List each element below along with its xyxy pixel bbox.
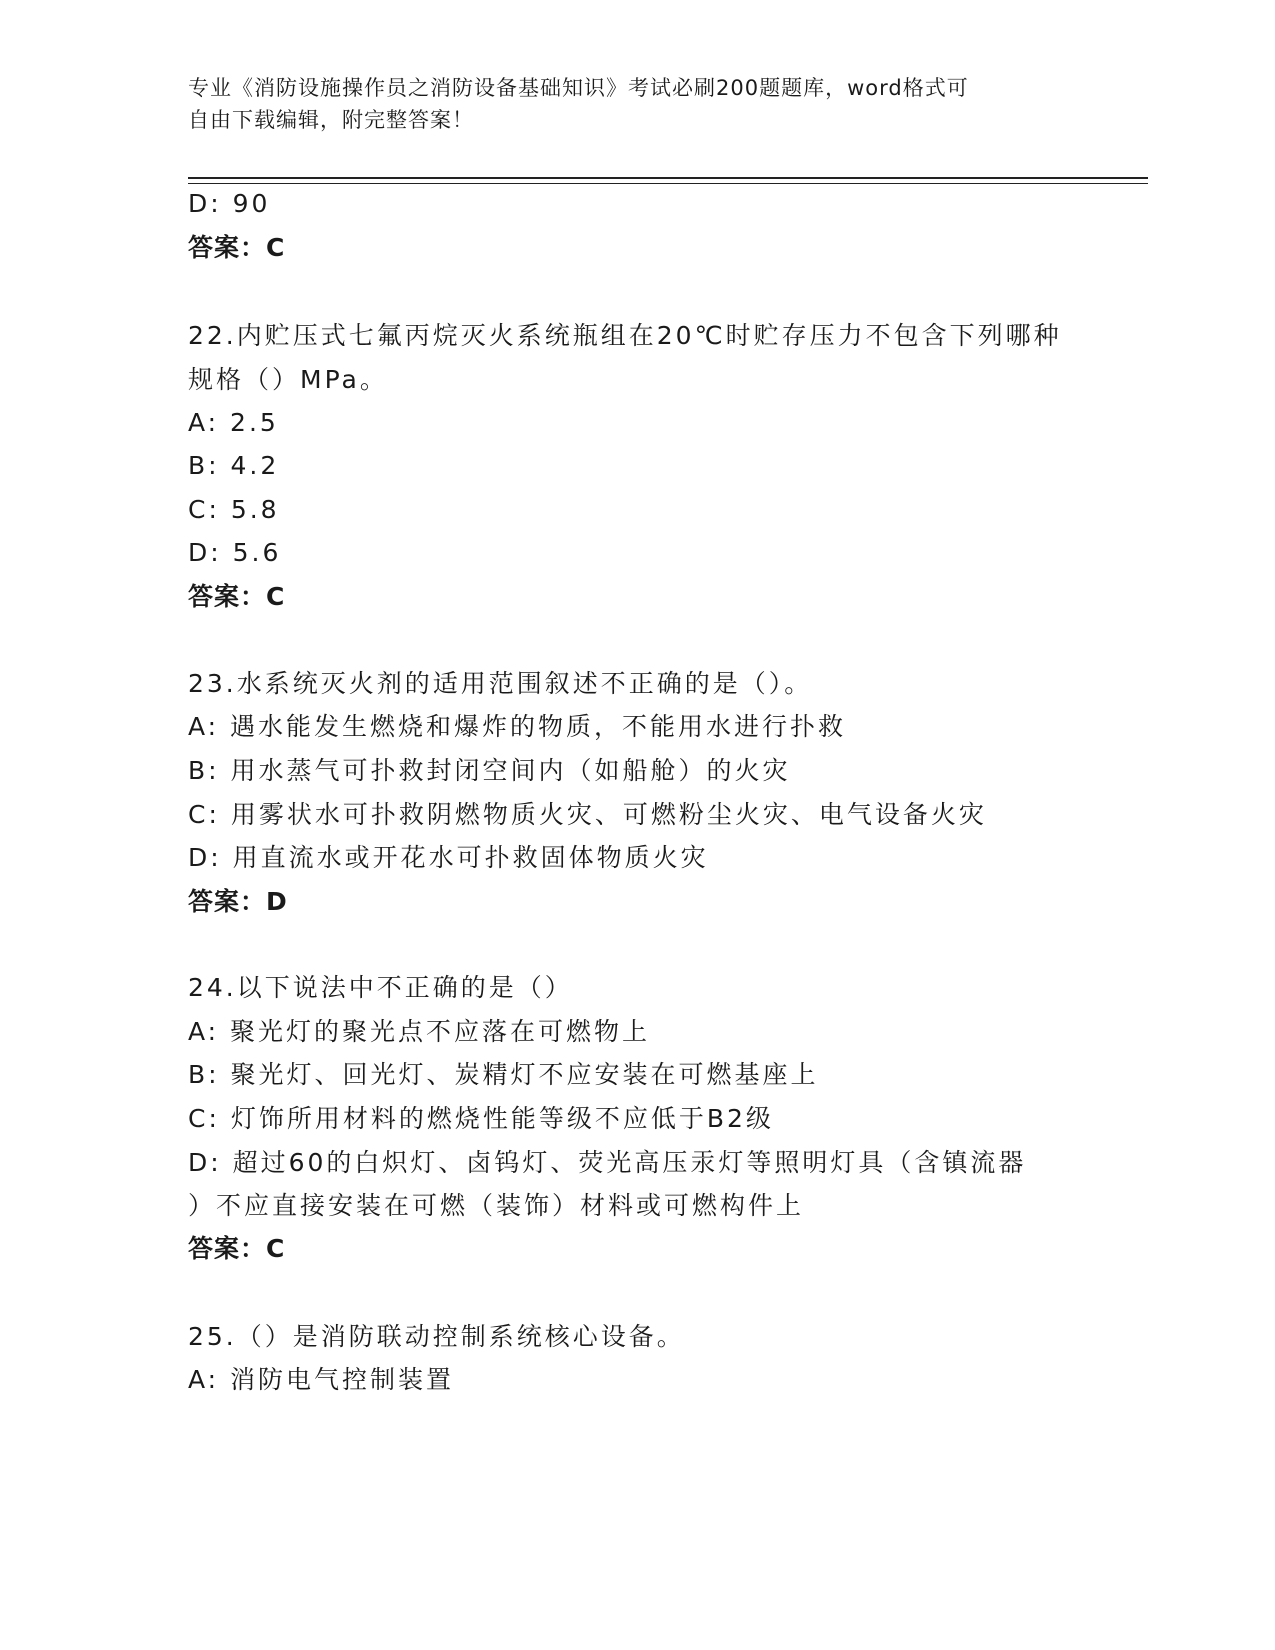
- q23-option-d: D: 用直流水或开花水可扑救固体物质火灾: [188, 843, 709, 872]
- q24-stem: 24.以下说法中不正确的是（）: [188, 973, 573, 1002]
- q25-option-a: A: 消防电气控制装置: [188, 1365, 455, 1394]
- header-line-2: 自由下载编辑，附完整答案！: [188, 108, 474, 132]
- q21-option-d: D: 90: [188, 189, 271, 218]
- q23-option-b: B: 用水蒸气可扑救封闭空间内（如船舱）的火灾: [188, 756, 791, 785]
- q24-option-d-line-1: D: 超过60的白炽灯、卤钨灯、荧光高压汞灯等照明灯具（含镇流器: [188, 1148, 1027, 1177]
- q24-option-c: C: 灯饰所用材料的燃烧性能等级不应低于B2级: [188, 1104, 774, 1133]
- q22-option-c: C: 5.8: [188, 495, 280, 524]
- q22-answer: 答案：C: [188, 582, 286, 611]
- q23-answer: 答案：D: [188, 887, 288, 916]
- q22-option-d: D: 5.6: [188, 538, 282, 567]
- document-header: [188, 72, 1088, 136]
- header-rule-thin: [188, 183, 1148, 184]
- header-rule-thick: [188, 177, 1148, 179]
- q23-option-c: C: 用雾状水可扑救阴燃物质火灾、可燃粉尘火灾、电气设备火灾: [188, 800, 987, 829]
- q25-stem: 25.（）是消防联动控制系统核心设备。: [188, 1322, 685, 1351]
- q24-option-b: B: 聚光灯、回光灯、炭精灯不应安装在可燃基座上: [188, 1060, 819, 1089]
- q22-option-a: A: 2.5: [188, 408, 279, 437]
- q23-option-a: A: 遇水能发生燃烧和爆炸的物质，不能用水进行扑救: [188, 712, 847, 741]
- q22-option-b: B: 4.2: [188, 451, 280, 480]
- header-line-1: 专业《消防设施操作员之消防设备基础知识》考试必刷200题题库，word格式可: [188, 76, 969, 100]
- q21-answer: 答案：C: [188, 233, 286, 262]
- q24-option-d-line-2: ）不应直接安装在可燃（装饰）材料或可燃构件上: [188, 1191, 805, 1220]
- q22-stem-line-1: 22.内贮压式七氟丙烷灭火系统瓶组在20℃时贮存压力不包含下列哪种: [188, 321, 1062, 350]
- q24-answer: 答案：C: [188, 1234, 286, 1263]
- q22-stem-line-2: 规格（）MPa。: [188, 365, 388, 394]
- q24-option-a: A: 聚光灯的聚光点不应落在可燃物上: [188, 1017, 651, 1046]
- q23-stem: 23.水系统灭火剂的适用范围叙述不正确的是（）。: [188, 669, 813, 698]
